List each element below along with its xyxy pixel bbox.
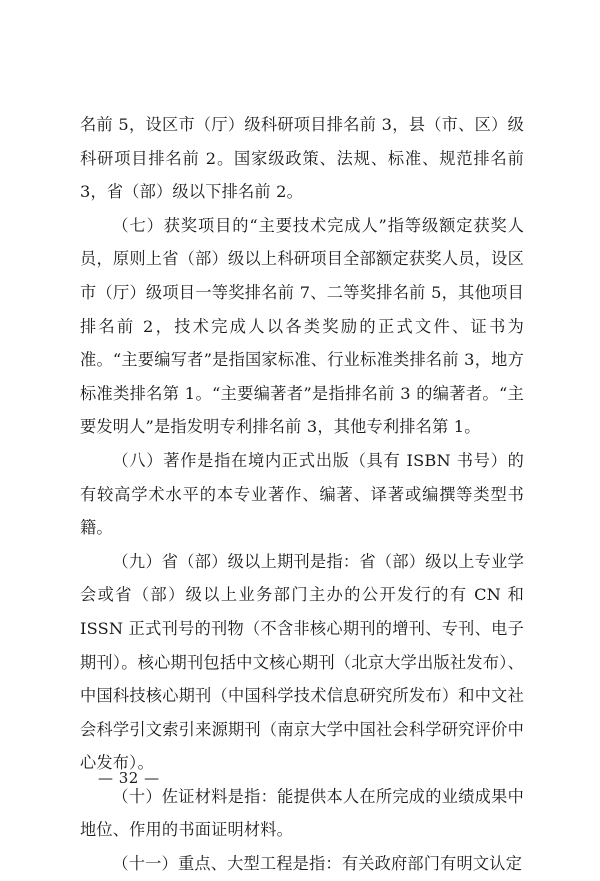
page-number: — 32 —: [98, 769, 160, 787]
paragraph-item-8: （八）著作是指在境内正式出版（具有 ISBN 书号）的有较高学术水平的本专业著作、编著、译著或编撰等类型书籍。: [80, 450, 524, 538]
paragraph-continuation: 名前 5，设区市（厅）级科研项目排名前 3，县（市、区）级科研项目排名前 2。国家级政策、法规、标准、规范排名前 3，省（部）级以下排名前 2。: [80, 115, 524, 202]
paragraph-item-11: （十一）重点、大型工程是指：有关政府部门有明文认定: [112, 854, 523, 874]
paragraph-item-7: （七）获奖项目的“主要技术完成人”指等级额定获奖人员，原则上省（部）级以上科研项目全部额定获奖人员，设区市（厅）级项目一等奖排名前 7、二等奖排名前 5，其他项目排名前 2，技术完成人以各类奖励的正式文件、证书为准。“主要编写者”是指国家标准、行业标准类排名前 3，地方标准类排名第 1。“主要编著者”是指排名前 3 的编著者。“主要发明人”是指发明专利排名前 3，其他专利排名第 1。: [80, 215, 524, 437]
body-text: [80, 108, 524, 881]
paragraph-item-10: （十）佐证材料是指：能提供本人在所完成的业绩成果中地位、作用的书面证明材料。: [80, 786, 524, 840]
paragraph-item-9: （九）省（部）级以上期刊是指：省（部）级以上专业学会或省（部）级以上业务部门主办的公开发行的有 CN 和 ISSN 正式刊号的刊物（不含非核心期刊的增刊、专刊、电子期刊）。核心期刊包括中文核心期刊（北京大学出版社发布）、中国科技核心期刊（中国科学技术信息研究所发布）和中文社会科学引文索引来源期刊（南京大学中国社会科学研究评价中心发布）。: [80, 551, 524, 773]
